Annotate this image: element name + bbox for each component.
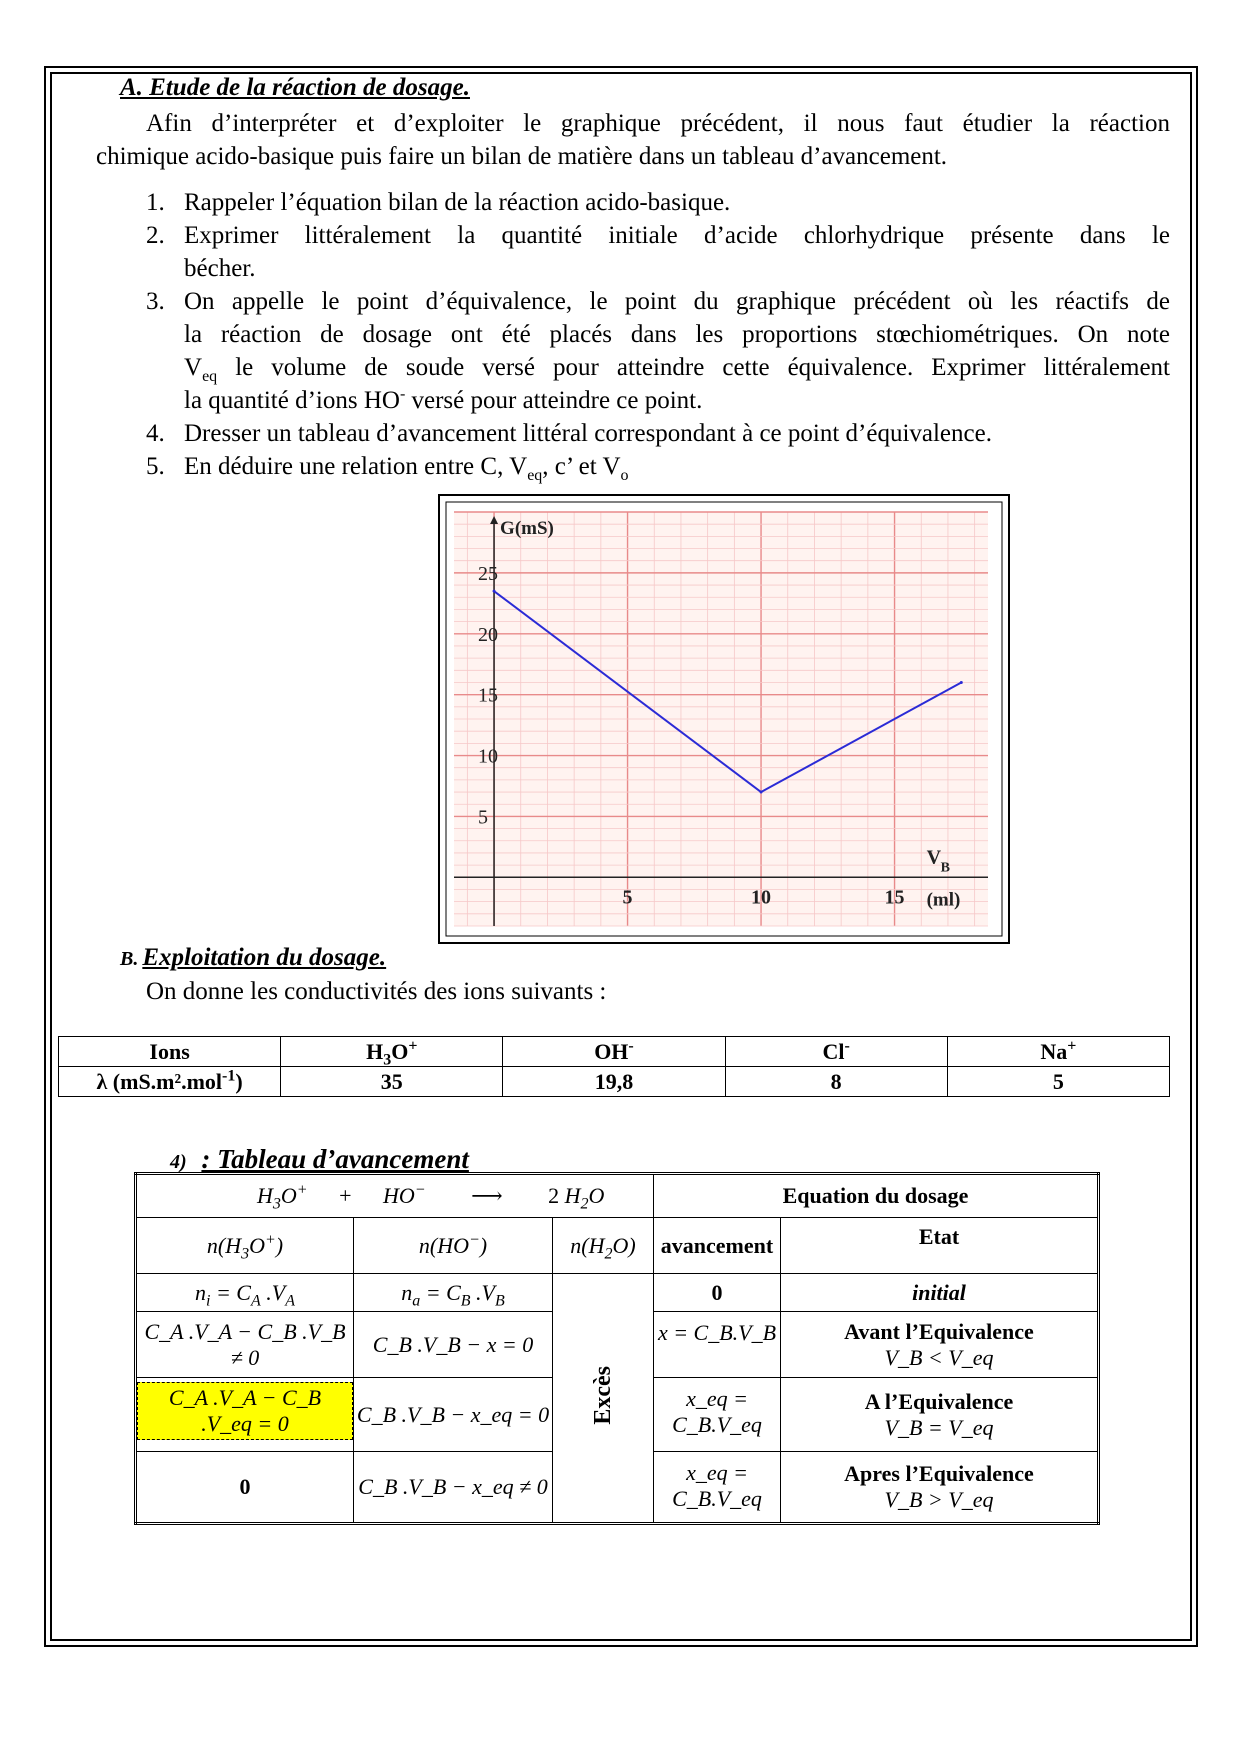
col-n-ho: n(HO−) bbox=[354, 1218, 553, 1274]
reaction-equation: $H_3O^+ + HO^-$ ⟶ 2 $H_2O$ bbox=[136, 1174, 654, 1218]
section-b-label: B. bbox=[120, 948, 139, 970]
ion-cell: $H_3O^+$ bbox=[281, 1037, 503, 1067]
col-avancement: avancement bbox=[654, 1218, 781, 1274]
x-axis-label: V bbox=[926, 846, 942, 869]
intro-line-2: chimique acido-basique puis faire un bilan de matière dans un tableau d’avancement. bbox=[96, 143, 948, 170]
question-text: On appelle le point d’équivalence, le point du graphique précédent où les réactifs de bbox=[184, 288, 1170, 315]
question-5 bbox=[146, 450, 1170, 483]
cell-av-initial: 0 bbox=[654, 1274, 781, 1312]
data-point bbox=[760, 791, 763, 794]
cell-etat-initial: initial bbox=[781, 1274, 1099, 1312]
y-tick-label: 5 bbox=[478, 806, 489, 829]
y-axis-label: G(mS) bbox=[500, 518, 554, 539]
av-column-header-row bbox=[136, 1218, 1099, 1274]
highlighted-relation: C_A .V_A − C_B .V_eq = 0 bbox=[137, 1382, 353, 1440]
cell-av-apres: x_eq = C_B.V_eq bbox=[654, 1452, 781, 1524]
ions-header-row bbox=[59, 1037, 1170, 1067]
ion-value: 35 bbox=[281, 1067, 503, 1097]
y-tick-label: 10 bbox=[478, 745, 499, 768]
y-tick-label: 15 bbox=[478, 684, 499, 707]
cell-ho-avant: C_B .V_B − x = 0 bbox=[354, 1312, 553, 1378]
question-number: 3. bbox=[146, 288, 165, 315]
ions-table bbox=[58, 1036, 1170, 1097]
conductance-chart bbox=[438, 494, 1010, 944]
x-axis-unit: (ml) bbox=[926, 889, 961, 911]
cell-etat-avant: Avant l’Equivalence V_B < V_eq bbox=[781, 1312, 1099, 1378]
data-point bbox=[493, 590, 496, 593]
question-text: Dresser un tableau d’avancement littéral correspondant à ce point d’équivalence. bbox=[184, 420, 992, 447]
ion-cell: OH- bbox=[503, 1037, 725, 1067]
question-text: $V_{eq}$ le volume de soude versé pour atteindre cette équivalence. Exprimer littéralement bbox=[184, 354, 1170, 385]
col-etat: Etat bbox=[781, 1218, 1099, 1274]
question-1 bbox=[146, 186, 1170, 219]
intro-line-1: Afin d’interpréter et d’exploiter le graphique précédent, il nous faut étudier la réaction bbox=[146, 110, 1170, 137]
data-point bbox=[960, 681, 963, 684]
avancement-table bbox=[134, 1172, 1100, 1525]
chart-grid bbox=[454, 512, 988, 926]
cell-h3o-apres: 0 bbox=[136, 1452, 354, 1524]
ions-value-row bbox=[59, 1067, 1170, 1097]
av-row-initial bbox=[136, 1274, 1099, 1312]
cell-etat-equivalence: A l’Equivalence V_B = V_eq bbox=[781, 1378, 1099, 1452]
ion-value: 19,8 bbox=[503, 1067, 725, 1097]
cell-h3o-equivalence bbox=[136, 1378, 354, 1452]
question-text: bécher. bbox=[184, 255, 256, 282]
ion-cell: Cl- bbox=[725, 1037, 947, 1067]
cell-h2o-excess: Excès bbox=[553, 1274, 654, 1524]
question-4 bbox=[146, 417, 1170, 450]
question-text: Exprimer littéralement la quantité initiale d’acide chlorhydrique présente dans le bbox=[184, 222, 1170, 249]
ion-value: 8 bbox=[725, 1067, 947, 1097]
question-list bbox=[146, 186, 1170, 483]
section-b-title: Exploitation du dosage. bbox=[142, 944, 387, 971]
x-tick-label: 10 bbox=[751, 886, 772, 909]
ions-row-label: λ (mS.m².mol$^{-1}$) bbox=[59, 1067, 281, 1097]
question-number: 1. bbox=[146, 189, 165, 216]
question-text: la quantité d’ions HO- versé pour atteindre ce point. bbox=[184, 385, 703, 414]
question-text: En déduire une relation entre C, $V_{eq}$, c’ et $V_o$ bbox=[184, 453, 629, 484]
x-tick-label: 15 bbox=[884, 886, 905, 909]
section-a-title: A. Etude de la réaction de dosage. bbox=[120, 74, 470, 101]
cell-av-avant: x = C_B.V_B bbox=[654, 1312, 781, 1378]
av-equation-row bbox=[136, 1174, 1099, 1218]
question-number: 2. bbox=[146, 222, 165, 249]
question-number: 4. bbox=[146, 420, 165, 447]
question-3 bbox=[146, 285, 1170, 417]
cell-ho-apres: C_B .V_B − x_eq ≠ 0 bbox=[354, 1452, 553, 1524]
cell-h3o-initial: $n_i = C_A$ $.V_A$ bbox=[136, 1274, 354, 1312]
col-n-h3o: $n(H_3O^+)$ bbox=[136, 1218, 354, 1274]
question-text: la réaction de dosage ont été placés dans les proportions stœchiométriques. On note bbox=[184, 321, 1170, 348]
chart-svg bbox=[440, 496, 1008, 942]
x-tick-label: 5 bbox=[622, 886, 633, 909]
section-b-intro: On donne les conductivités des ions suivants : bbox=[146, 978, 607, 1005]
ion-value: 5 bbox=[947, 1067, 1169, 1097]
cell-etat-apres: Apres l’Equivalence V_B > V_eq bbox=[781, 1452, 1099, 1524]
question-2 bbox=[146, 219, 1170, 285]
ion-cell: Na+ bbox=[947, 1037, 1169, 1067]
cell-av-equivalence: x_eq = C_B.V_eq bbox=[654, 1378, 781, 1452]
section-b-heading bbox=[120, 944, 386, 972]
ions-header-label: Ions bbox=[59, 1037, 281, 1067]
cell-ho-initial: $n_a = C_B$ $.V_B$ bbox=[354, 1274, 553, 1312]
equation-header: Equation du dosage bbox=[654, 1174, 1099, 1218]
cell-ho-equivalence: C_B .V_B − x_eq = 0 bbox=[354, 1378, 553, 1452]
y-tick-label: 20 bbox=[478, 623, 499, 646]
x-axis-label-sub: B bbox=[940, 860, 950, 876]
col-n-h2o: $n(H_2O)$ bbox=[553, 1218, 654, 1274]
y-tick-label: 25 bbox=[478, 562, 499, 585]
question-number: 5. bbox=[146, 453, 165, 480]
cell-h3o-avant: C_A .V_A − C_B .V_B ≠ 0 bbox=[136, 1312, 354, 1378]
avancement-title: 4) : Tableau d’avancement bbox=[170, 1144, 469, 1174]
question-text: Rappeler l’équation bilan de la réaction acido-basique. bbox=[184, 189, 731, 216]
